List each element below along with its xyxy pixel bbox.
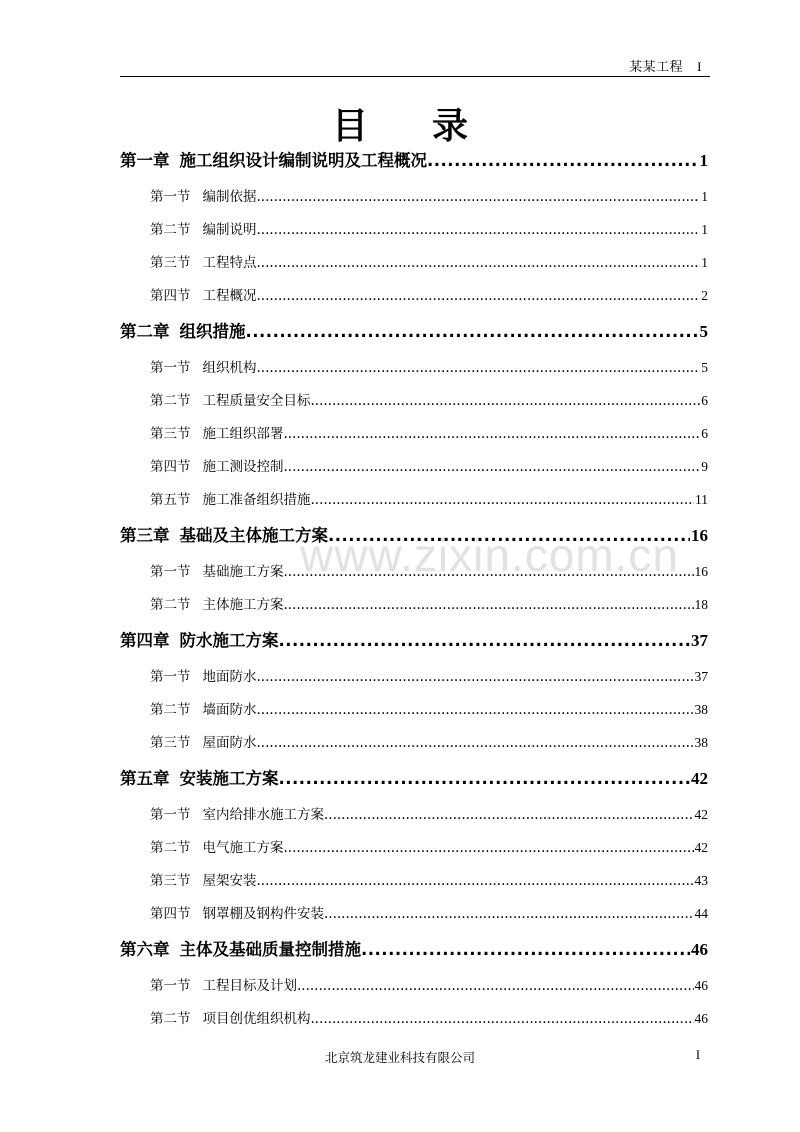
section-title: 屋架安装 [202,873,257,889]
dot-leader [311,1003,694,1036]
dot-leader [279,624,691,657]
section-title: 电气施工方案 [202,840,284,856]
toc-section-entry[interactable] [120,483,708,516]
dot-leader [311,484,695,517]
toc-title: 目录 [331,106,532,147]
section-page-number: 44 [694,906,708,921]
dot-leader [324,799,694,832]
chapter-page-number: 42 [691,769,708,788]
chapter-number: 第二章 [120,322,170,341]
dot-leader [284,832,694,865]
chapter-title: 施工组织设计编制说明及工程概况 [179,151,427,170]
section-title: 项目创优组织机构 [202,1011,311,1027]
section-page-number: 2 [701,288,708,303]
dot-leader [257,661,694,694]
dot-leader [284,556,694,589]
dot-leader [361,933,690,966]
section-title: 工程概况 [202,288,257,304]
toc-section-entry[interactable] [120,588,708,621]
section-number: 第二节 [150,597,191,613]
chapter-page-number: 37 [691,631,708,650]
toc-chapter-entry[interactable] [120,315,708,348]
dot-leader [257,247,701,280]
toc-section-entry[interactable] [120,726,708,759]
dot-leader [297,970,694,1003]
dot-leader [324,898,694,931]
section-number: 第一节 [150,669,191,685]
dot-leader [257,181,701,214]
section-page-number: 5 [701,360,708,375]
toc-section-entry[interactable] [120,351,708,384]
chapter-number: 第三章 [120,526,170,545]
section-title: 地面防水 [202,669,257,685]
section-page-number: 1 [701,189,708,204]
section-number: 第四节 [150,906,191,922]
section-title: 施工测设控制 [202,459,284,475]
dot-leader [284,451,701,484]
section-number: 第二节 [150,1011,191,1027]
dot-leader [284,418,701,451]
page-footer [0,1048,800,1068]
dot-leader [427,144,699,177]
toc-chapter-entry[interactable] [120,933,708,966]
section-page-number: 42 [694,807,708,822]
toc-section-entry[interactable] [120,831,708,864]
section-number: 第四节 [150,288,191,304]
dot-leader [328,519,690,552]
chapter-page-number: 16 [691,526,708,545]
toc-section-entry[interactable] [120,693,708,726]
dot-leader [246,315,699,348]
toc-section-entry[interactable] [120,450,708,483]
section-number: 第三节 [150,426,191,442]
section-number: 第一节 [150,807,191,823]
section-title: 编制说明 [202,222,257,238]
toc-section-entry[interactable] [120,279,708,312]
section-number: 第五节 [150,492,191,508]
dot-leader [311,385,701,418]
section-page-number: 11 [695,492,708,507]
chapter-number: 第一章 [120,151,170,170]
section-number: 第二节 [150,840,191,856]
section-title: 组织机构 [202,360,257,376]
toc-section-entry[interactable] [120,969,708,1002]
dot-leader [284,589,694,622]
chapter-title: 组织措施 [179,322,246,341]
footer-page-number: I [695,1048,700,1062]
toc-section-entry[interactable] [120,1002,708,1035]
toc-section-entry[interactable] [120,864,708,897]
toc-section-entry[interactable] [120,213,708,246]
section-title: 钢罩棚及钢构件安装 [202,906,324,922]
section-number: 第三节 [150,735,191,751]
chapter-title: 防水施工方案 [179,631,279,650]
toc-section-entry[interactable] [120,384,708,417]
section-number: 第三节 [150,255,191,271]
section-page-number: 6 [701,426,708,441]
section-page-number: 1 [701,255,708,270]
chapter-number: 第四章 [120,631,170,650]
dot-leader [257,214,701,247]
table-of-contents [120,144,708,1035]
dot-leader [257,280,701,313]
toc-chapter-entry[interactable] [120,519,708,552]
dot-leader [257,352,701,385]
dot-leader [257,727,694,760]
page-header [120,48,710,77]
section-page-number: 46 [694,1011,708,1026]
section-number: 第二节 [150,222,191,238]
section-title: 施工组织部署 [202,426,284,442]
section-page-number: 6 [701,393,708,408]
chapter-title: 基础及主体施工方案 [179,526,328,545]
section-title: 屋面防水 [202,735,257,751]
header-page-number: I [697,59,702,74]
section-page-number: 42 [694,840,708,855]
watermark: www.zixin.com.cn [300,529,679,581]
chapter-page-number: 5 [699,322,708,341]
footer-company: 北京筑龙建业科技有限公司 [324,1050,475,1065]
chapter-title: 安装施工方案 [179,769,279,788]
section-title: 室内给排水施工方案 [202,807,324,823]
chapter-page-number: 1 [699,151,708,170]
section-number: 第一节 [150,189,191,205]
section-title: 主体施工方案 [202,597,284,613]
toc-chapter-entry[interactable] [120,624,708,657]
chapter-number: 第六章 [120,940,170,959]
header-project-name: 某某工程 [629,60,684,75]
section-number: 第三节 [150,873,191,889]
section-number: 第二节 [150,393,191,409]
section-number: 第二节 [150,702,191,718]
dot-leader [279,762,691,795]
chapter-title: 主体及基础质量控制措施 [179,940,361,959]
toc-chapter-entry[interactable] [120,762,708,795]
section-title: 墙面防水 [202,702,257,718]
section-number: 第一节 [150,978,191,994]
toc-section-entry[interactable] [120,417,708,450]
section-page-number: 37 [694,669,708,684]
section-page-number: 38 [694,702,708,717]
toc-section-entry[interactable] [120,246,708,279]
section-title: 工程目标及计划 [202,978,297,994]
section-page-number: 46 [694,978,708,993]
dot-leader [257,694,694,727]
toc-section-entry[interactable] [120,660,708,693]
section-page-number: 16 [694,564,708,579]
section-page-number: 38 [694,735,708,750]
dot-leader [257,865,694,898]
section-page-number: 1 [701,222,708,237]
toc-section-entry[interactable] [120,180,708,213]
toc-chapter-entry[interactable] [120,144,708,177]
chapter-number: 第五章 [120,769,170,788]
section-page-number: 18 [694,597,708,612]
section-title: 工程质量安全目标 [202,393,311,409]
section-title: 施工准备组织措施 [202,492,311,508]
section-title: 工程特点 [202,255,257,271]
section-number: 第一节 [150,360,191,376]
section-number: 第一节 [150,564,191,580]
toc-section-entry[interactable] [120,798,708,831]
section-page-number: 43 [694,873,708,888]
section-title: 编制依据 [202,189,257,205]
chapter-page-number: 46 [691,940,708,959]
toc-section-entry[interactable] [120,555,708,588]
section-page-number: 9 [701,459,708,474]
section-title: 基础施工方案 [202,564,284,580]
toc-section-entry[interactable] [120,897,708,930]
section-number: 第四节 [150,459,191,475]
header-text [629,56,702,75]
